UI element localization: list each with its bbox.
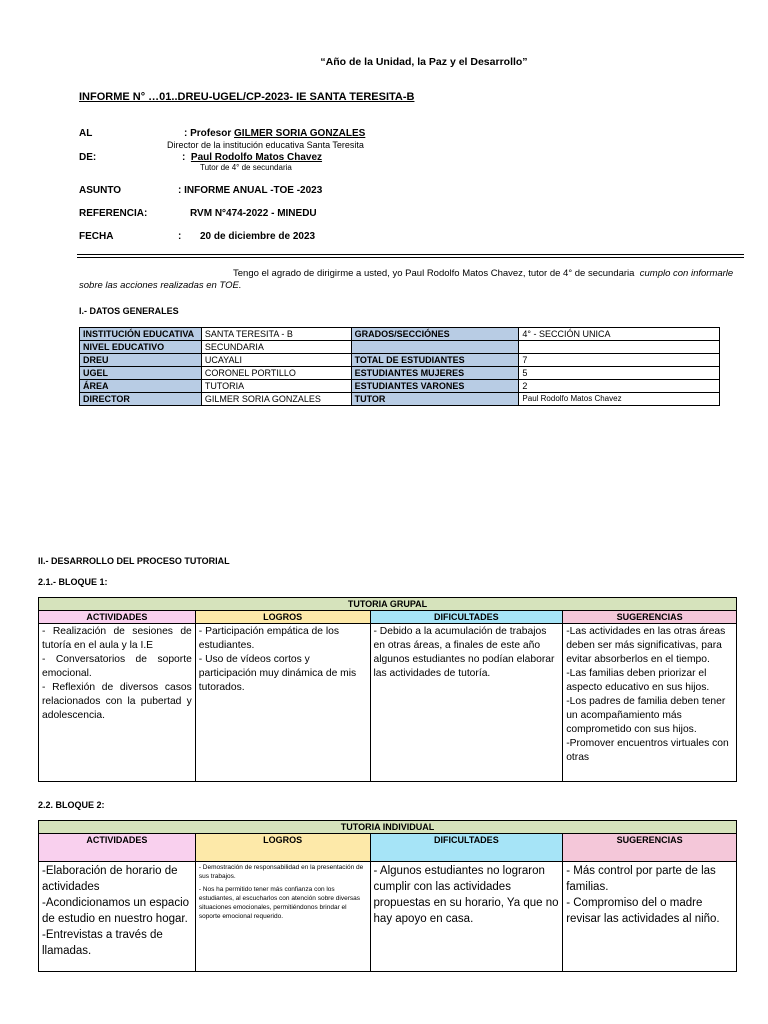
bloque2-heading: 2.2. BLOQUE 2: — [38, 800, 105, 810]
key-cell: INSTITUCIÓN EDUCATIVA — [80, 328, 202, 341]
value-cell: GILMER SORIA GONZALES — [201, 393, 351, 406]
list-item: -Las actividades en las otras áreas deben ser más significativas, para evitar absorberlos en el tiempo. — [566, 626, 726, 665]
datos-generales-heading: I.- DATOS GENERALES — [79, 306, 179, 316]
table-row — [80, 341, 720, 354]
document-motto: “Año de la Unidad, la Paz y el Desarrollo” — [320, 56, 528, 68]
column-header-sugerencias: SUGERENCIAS — [563, 834, 737, 862]
key-cell: DREU — [80, 354, 202, 367]
fecha-value: 20 de diciembre de 2023 — [200, 231, 316, 242]
value-cell: UCAYALI — [201, 354, 351, 367]
column-header-logros: LOGROS — [195, 611, 370, 624]
value-cell: CORONEL PORTILLO — [201, 367, 351, 380]
list-item: - Participación empática de los estudiantes. — [198, 626, 340, 651]
list-item: - Demostración de responsabilidad en la presentación de sus trabajos. — [198, 864, 364, 880]
list-item: -Entrevistas a través de llamadas. — [42, 929, 163, 957]
column-header-logros: LOGROS — [195, 834, 370, 862]
value-cell — [519, 341, 720, 354]
value-cell: 7 — [519, 354, 720, 367]
fecha-label: FECHA — [79, 231, 114, 242]
dificultades-cell — [370, 862, 563, 972]
value-cell: SECUNDARIA — [201, 341, 351, 354]
report-title: INFORME N° …01..DREU-UGEL/CP-2023- IE SANTA TERESITA-B — [79, 91, 415, 103]
referencia-value: RVM N°474-2022 - MINEDU — [190, 208, 317, 219]
column-header-dificultades: DIFICULTADES — [370, 834, 563, 862]
value-cell: Paul Rodolfo Matos Chavez — [519, 393, 720, 406]
asunto-value: : INFORME ANUAL -TOE -2023 — [178, 185, 323, 196]
key-cell: NIVEL EDUCATIVO — [80, 341, 202, 354]
table-row — [80, 380, 720, 393]
sugerencias-cell — [563, 862, 737, 972]
value-cell: 5 — [519, 367, 720, 380]
al-role: Director de la institución educativa Santa Teresita — [167, 140, 364, 150]
de-sender — [182, 152, 322, 163]
key-cell: DIRECTOR — [80, 393, 202, 406]
column-header-sugerencias: SUGERENCIAS — [563, 611, 737, 624]
intro-text: Tengo el agrado de dirigirme a usted, yo Paul Rodolfo Matos Chavez, tutor de 4° de secundaria — [233, 268, 635, 279]
key-cell: ESTUDIANTES MUJERES — [351, 367, 519, 380]
bloque1-table — [38, 597, 737, 782]
de-role: Tutor de 4° de secundaria — [200, 163, 292, 172]
list-item: - Debido a la acumulación de trabajos en otras áreas, a finales de este año algunos estudiantes no podían elaborar las actividades de tutoría. — [373, 626, 555, 679]
table-title-row — [39, 821, 737, 834]
value-cell: SANTA TERESITA - B — [201, 328, 351, 341]
column-header-actividades: ACTIVIDADES — [39, 834, 196, 862]
intro-italic-text: cumplo con informarle sobre las acciones realizadas en TOE. — [79, 268, 734, 291]
dificultades-cell — [370, 624, 563, 782]
desarrollo-heading: II.- DESARROLLO DEL PROCESO TUTORIAL — [38, 556, 230, 566]
list-item: - Reflexión de diversos casos relacionados con la pubertad y adolescencia. — [42, 682, 192, 721]
list-item: - Más control por parte de las familias. — [566, 865, 716, 893]
al-name: GILMER SORIA GONZALES — [234, 128, 366, 139]
asunto-label: ASUNTO — [79, 185, 122, 196]
actividades-cell — [39, 624, 196, 782]
al-label: AL — [79, 128, 93, 139]
table-row — [80, 367, 720, 380]
bloque2-title: TUTORIA INDIVIDUAL — [39, 821, 737, 834]
double-rule-bottom — [77, 257, 744, 258]
list-item: - Conversatorios de soporte emocional. — [42, 654, 192, 679]
value-cell: 2 — [519, 380, 720, 393]
list-item: -Elaboración de horario de actividades — [42, 865, 178, 893]
value-cell: TUTORIA — [201, 380, 351, 393]
table-row — [80, 354, 720, 367]
al-recipient — [184, 128, 365, 139]
actividades-cell — [39, 862, 196, 972]
logros-cell — [195, 862, 370, 972]
logros-cell — [195, 624, 370, 782]
de-label: DE: — [79, 152, 97, 163]
key-cell: TUTOR — [351, 393, 519, 406]
list-item: -Las familias deben priorizar el aspecto educativo en sus hijos. — [566, 668, 710, 693]
de-name: Paul Rodolfo Matos Chavez — [190, 152, 323, 163]
list-item: - Compromiso del o madre revisar las actividades al niño. — [566, 897, 720, 925]
sugerencias-cell — [563, 624, 737, 782]
table-row — [39, 862, 737, 972]
bloque1-heading: 2.1.- BLOQUE 1: — [38, 577, 108, 587]
list-item: -Los padres de familia deben tener un acompañamiento más comprometido con sus hijos. — [566, 696, 726, 735]
table-header-row — [39, 611, 737, 624]
value-cell: 4° - SECCIÓN UNICA — [519, 328, 720, 341]
list-item: -Promover encuentros virtuales con otras — [566, 738, 729, 763]
table-title-row — [39, 598, 737, 611]
list-item: - Algunos estudiantes no lograron cumplir con las actividades propuestas en su horario, Ya que no hay apoyo en casa. — [373, 865, 559, 925]
datos-generales-table — [79, 327, 720, 406]
referencia-label: REFERENCIA: — [79, 208, 148, 219]
key-cell: GRADOS/SECCIÓNES — [351, 328, 519, 341]
list-item: - Nos ha permitido tener más confianza con los estudiantes, al escucharlos con atención sobre diversas situaciones emocionales, permitiéndonos brindar el soporte emocional requerido. — [198, 886, 360, 920]
bloque1-title: TUTORIA GRUPAL — [39, 598, 737, 611]
intro-paragraph — [79, 268, 739, 291]
fecha-colon: : — [178, 231, 182, 242]
double-rule-top — [77, 254, 744, 255]
list-item: - Realización de sesiones de tutoría en el aula y la I.E — [42, 626, 192, 651]
key-cell — [351, 341, 519, 354]
column-header-actividades: ACTIVIDADES — [39, 611, 196, 624]
table-row — [80, 328, 720, 341]
table-header-row — [39, 834, 737, 862]
key-cell: ÁREA — [80, 380, 202, 393]
list-item: - Uso de vídeos cortos y participación muy dinámica de mis tutorados. — [198, 654, 357, 693]
key-cell: ESTUDIANTES VARONES — [351, 380, 519, 393]
table-row — [39, 624, 737, 782]
list-item: -Acondicionamos un espacio de estudio en nuestro hogar. — [42, 897, 190, 925]
column-header-dificultades: DIFICULTADES — [370, 611, 563, 624]
key-cell: UGEL — [80, 367, 202, 380]
key-cell: TOTAL DE ESTUDIANTES — [351, 354, 519, 367]
de-prefix: : — [182, 152, 186, 163]
bloque2-table — [38, 820, 737, 972]
table-row — [80, 393, 720, 406]
al-prefix: : Profesor — [184, 128, 235, 139]
